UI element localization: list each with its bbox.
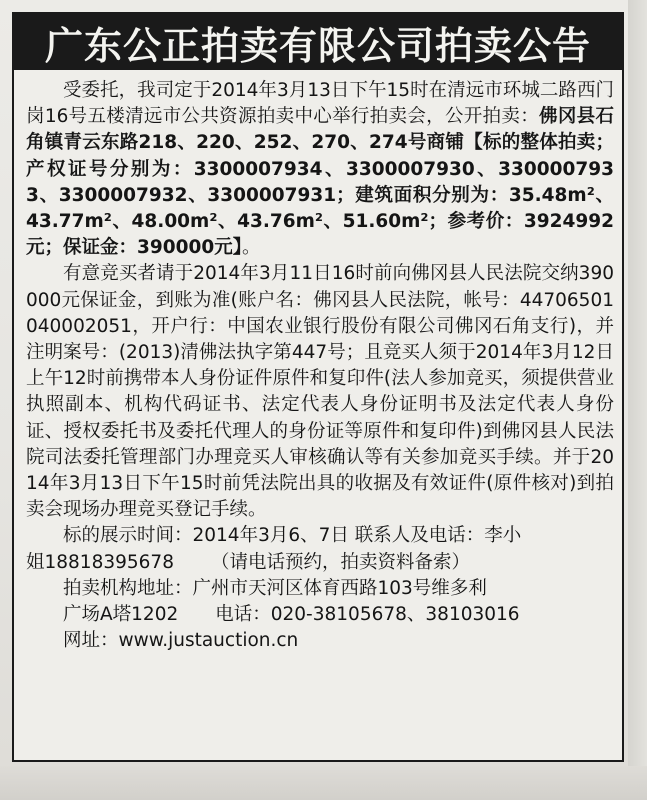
- contact-line: [26, 550, 614, 576]
- auction-details-end: 。: [242, 237, 261, 259]
- auction-notice: [12, 12, 624, 762]
- website-line: 网址：www.justauction.cn: [63, 630, 299, 652]
- auction-lot-details: 佛冈县石角镇青云东路218、220、252、270、274号商铺【标的整体拍卖；产权证号分别为：3300007934、3300007930、3300007933、3300007932、3300007931；建筑面积分别为：35.48m²、43.77m²、48.00m²、43.76m²、51.60m²；参考价：3924992元；保证金：390000元】: [26, 106, 614, 259]
- address-phone-line: [26, 602, 614, 628]
- contact-phone: 姐18818395678: [26, 551, 174, 573]
- address-building: 广场A塔1202: [63, 604, 179, 626]
- auction-details-paragraph: [26, 78, 614, 261]
- adjacent-column-edge: [628, 0, 647, 800]
- title-bar: [14, 14, 622, 70]
- display-time-line: 标的展示时间：2014年3月6、7日 联系人及电话：李小: [63, 525, 522, 547]
- auction-intro-text: 受委托，我司定于2014年3月13日下午15时在清远市环城二路西门岗16号五楼清远市公共资源拍卖中心举行拍卖会，公开拍卖：: [26, 80, 614, 128]
- address-line: 拍卖机构地址：广州市天河区体育西路103号维多利: [63, 577, 487, 599]
- bidder-requirements-paragraph: 有意竞买者请于2014年3月11日16时前向佛冈县人民法院交纳390000元保证金，到账为准(账户名：佛冈县人民法院，帐号：44706501040002051，开户行：中国农业银行股份有限公司佛冈石角支行)，并注明案号：(2013)清佛法执字第447号；且竞买人须于2014年3月12日上午12时前携带本人身份证件原件和复印件(法人参加竞买，须提供营业执照副本、机构代码证书、法定代表人身份证明书及法定代表人身份证、授权委托书及委托代理人的身份证等原件和复印件)到佛冈县人民法院司法委托管理部门办理竞买人审核确认等有关参加竞买手续。并于2014年3月13日下午15时前凭法院出具的收据及有效证件(原件核对)到拍卖会现场办理竞买登记手续。: [26, 263, 614, 521]
- appointment-note: （请电话预约，拍卖资料备索）: [210, 551, 470, 573]
- page-bottom-margin: [0, 766, 647, 800]
- office-phone: 电话：020-38105678、38103016: [215, 604, 520, 626]
- notice-body: [26, 78, 614, 654]
- notice-title: 广东公正拍卖有限公司拍卖公告: [44, 23, 591, 68]
